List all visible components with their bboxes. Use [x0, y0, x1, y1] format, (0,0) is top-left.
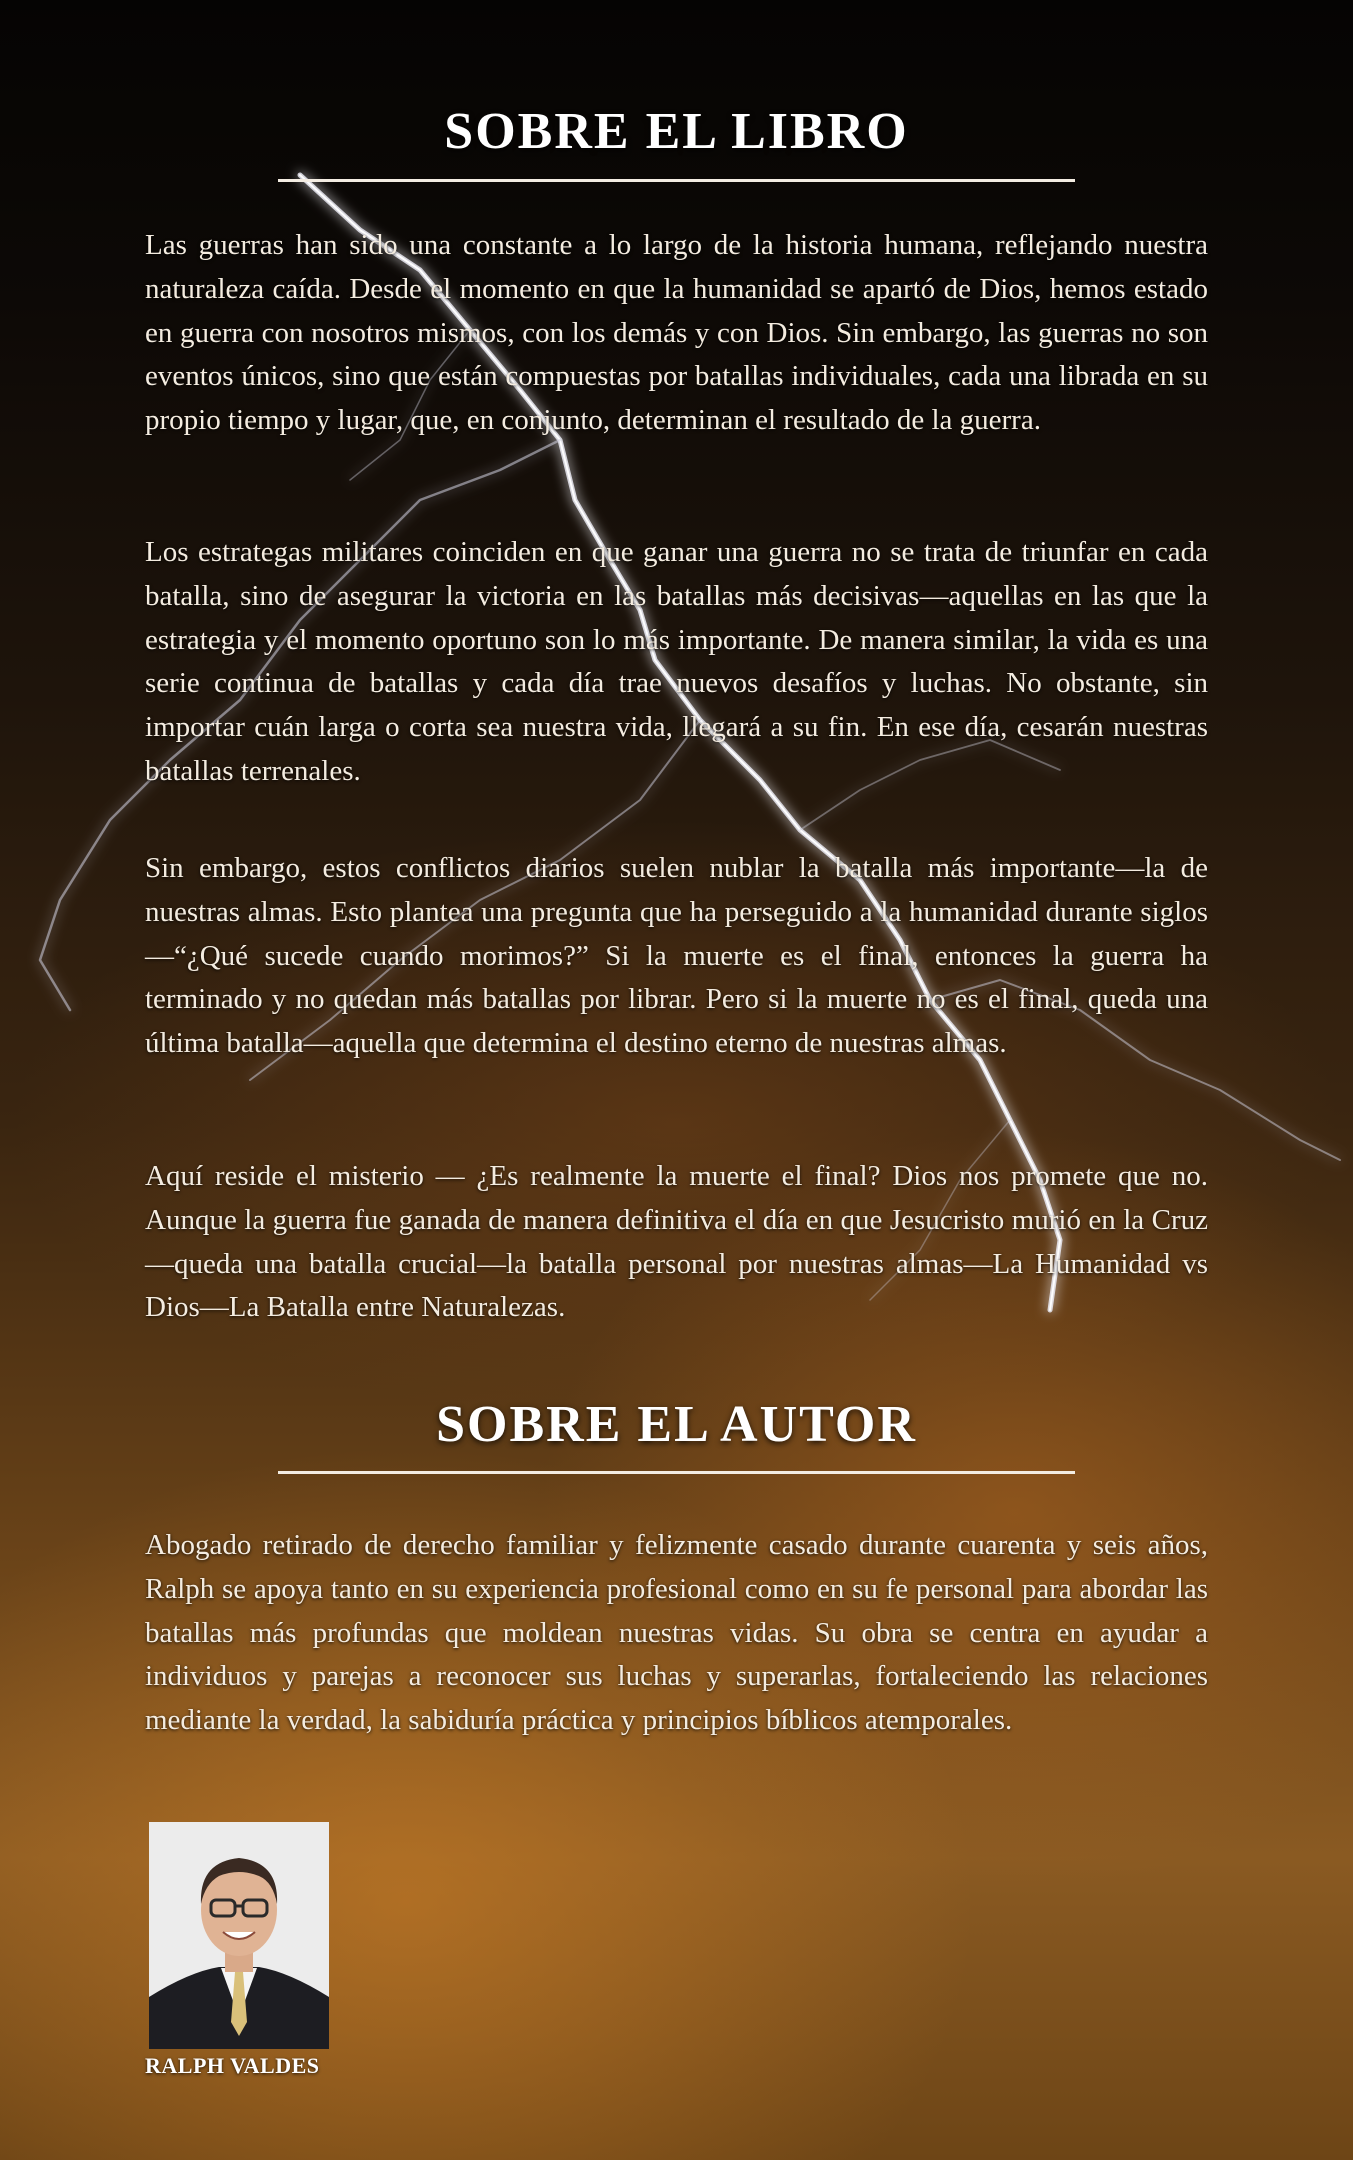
- author-portrait: [149, 1822, 329, 2049]
- author-section-title: SOBRE EL AUTOR: [436, 1396, 917, 1453]
- book-paragraph-4: Aquí reside el misterio — ¿Es realmente la muerte el final? Dios nos promete que no. Aunque la guerra fue ganada de manera definitiva el día en que Jesucristo murió en la Cruz—queda una batalla crucial—la batalla personal por nuestras almas—La Humanidad vs Dios—La Batalla entre Naturalezas.: [145, 1160, 1208, 1324]
- book-section-title: SOBRE EL LIBRO: [444, 103, 909, 160]
- book-paragraph-1: Las guerras han sido una constante a lo largo de la historia humana, reflejando nuestra naturaleza caída. Desde el momento en que la humanidad se apartó de Dios, hemos estado en guerra con nosotros mismos, con los demás y con Dios. Sin embargo, las guerras no son eventos únicos, sino que están compuestas por batallas individuales, cada una librada en su propio tiempo y lugar, que, en conjunto, determinan el resultado de la guerra.: [145, 229, 1208, 437]
- author-bio: Abogado retirado de derecho familiar y felizmente casado durante cuarenta y seis años, Ralph se apoya tanto en su experiencia profesional como en su fe personal para abordar las batallas más profundas que moldean nuestras vidas. Su obra se centra en ayudar a individuos y parejas a reconocer sus luchas y superarlas, fortaleciendo las relaciones mediante la verdad, la sabiduría práctica y principios bíblicos atemporales.: [145, 1529, 1208, 1737]
- book-paragraph-3: Sin embargo, estos conflictos diarios suelen nublar la batalla más importante—la de nuestras almas. Esto plantea una pregunta que ha perseguido a la humanidad durante siglos—“¿Qué sucede cuando morimos?” Si la muerte es el final, entonces la guerra ha terminado y no quedan más batallas por librar. Pero si la muerte no es el final, queda una última batalla—aquella que determina el destino eterno de nuestras almas.: [145, 852, 1208, 1060]
- author-name: RALPH VALDES: [145, 2053, 320, 2078]
- author-title-divider: [278, 1471, 1075, 1474]
- book-title-divider: [278, 179, 1075, 182]
- book-paragraph-2: Los estrategas militares coinciden en que ganar una guerra no se trata de triunfar en cada batalla, sino de asegurar la victoria en las batallas más decisivas—aquellas en las que la estrategia y el momento oportuno son lo más importante. De manera similar, la vida es una serie continua de batallas y cada día trae nuevos desafíos y luchas. No obstante, sin importar cuán larga o corta sea nuestra vida, llegará a su fin. En ese día, cesarán nuestras batallas terrenales.: [145, 536, 1208, 787]
